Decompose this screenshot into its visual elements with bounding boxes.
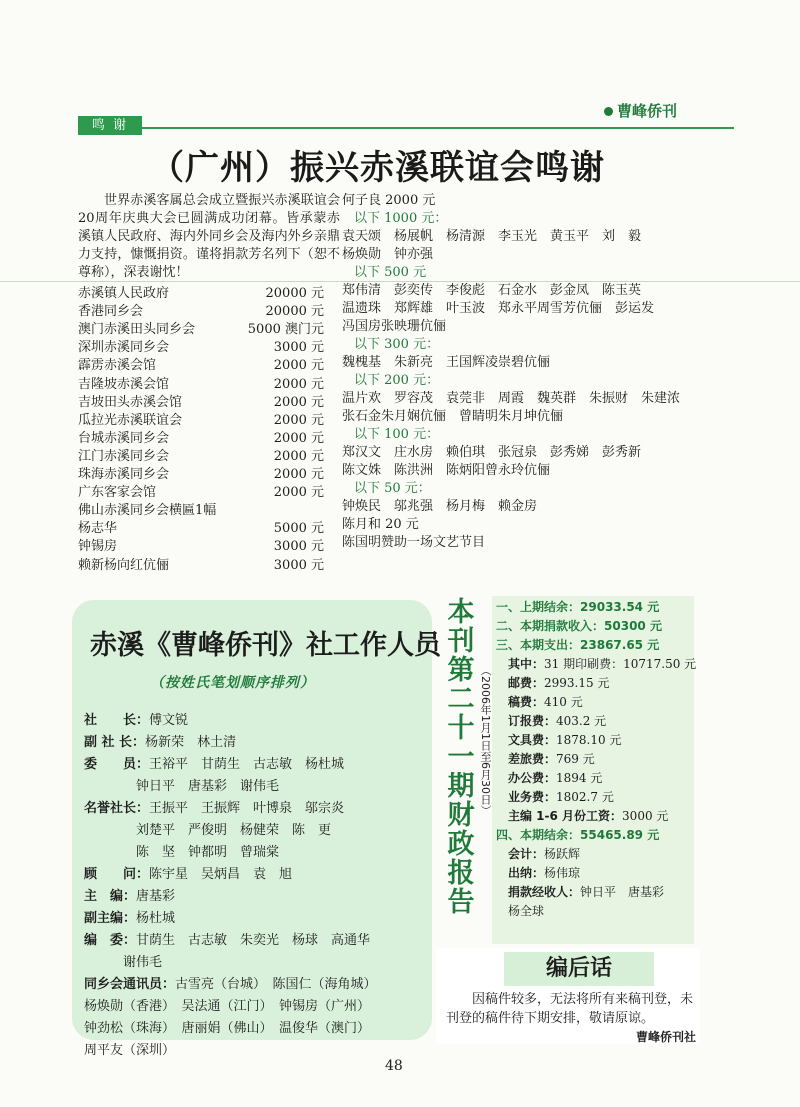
finance-label: 出纳： bbox=[508, 866, 545, 880]
donor-names-line: 郑汉文 庄水房 赖伯琪 张冠泉 彭秀娣 彭秀新 bbox=[342, 445, 642, 460]
finance-title-char: 十 bbox=[447, 713, 475, 744]
finance-value: 2993.15 元 bbox=[544, 676, 610, 690]
amount-group-header: 以下 200 元： bbox=[354, 373, 440, 388]
donor-row bbox=[78, 336, 324, 354]
finance-label: 捐款经收人： bbox=[508, 885, 581, 899]
staff-names: 杨新荣 林土清 bbox=[145, 735, 237, 750]
finance-title-char: 第 bbox=[447, 655, 475, 686]
finance-value: 403.2 元 bbox=[556, 714, 607, 728]
donor-name: 香港同乡会 bbox=[78, 304, 144, 320]
donor-names-line: 魏槐基 朱新亮 王国辉凌崇碧伉俪 bbox=[342, 355, 551, 370]
finance-list bbox=[496, 598, 696, 921]
donor-name: 钟锡房 bbox=[78, 539, 118, 555]
finance-row bbox=[496, 617, 696, 636]
staff-names: 杨杜城 bbox=[136, 911, 176, 926]
staff-role: 社 长： bbox=[84, 713, 150, 728]
donor-row bbox=[78, 282, 324, 300]
finance-label: 其中： bbox=[508, 657, 545, 671]
editor-note-text: 因稿件较多，无法将所有来稿刊登，未刊登的稿件待下期安排，敬请原谅。 bbox=[446, 992, 694, 1026]
finance-label: 三、本期支出： bbox=[496, 638, 581, 652]
amount-group-header: 以下 300 元： bbox=[354, 337, 440, 352]
amount-group-header: 以下 100 元： bbox=[354, 427, 440, 442]
donor-name: 赤溪镇人民政府 bbox=[78, 286, 170, 301]
staff-row bbox=[84, 754, 434, 776]
donor-amount: 2000 元 bbox=[273, 412, 324, 428]
donor-names-line: 温片欢 罗容茂 袁莞非 周霞 魏英群 朱振财 朱建浓 bbox=[342, 391, 681, 406]
finance-row bbox=[496, 845, 696, 864]
donor-amount: 3000 元 bbox=[273, 340, 324, 356]
staff-names: 唐基彩 bbox=[136, 889, 176, 904]
amount-group-header: 以下 50 元： bbox=[354, 481, 431, 496]
staff-names: 周平友（深圳） bbox=[84, 1043, 176, 1058]
staff-role: 委 员： bbox=[84, 757, 150, 772]
staff-row bbox=[84, 820, 434, 842]
finance-title-char: 一 bbox=[447, 742, 475, 773]
donor-name: 赖新杨向红伉俪 bbox=[78, 557, 170, 573]
staff-names: 王裕平 甘荫生 古志敏 杨杜城 bbox=[149, 757, 345, 772]
staff-row bbox=[84, 1018, 434, 1040]
finance-row bbox=[496, 769, 696, 788]
staff-names: 杨焕勋（香港） 吴法通（江门） 钟锡房（广州） bbox=[84, 999, 371, 1014]
donor-names-line: 陈月和 20 元 bbox=[342, 517, 419, 532]
staff-row bbox=[84, 908, 434, 930]
finance-row bbox=[496, 807, 696, 826]
finance-value: 杨跃辉 bbox=[544, 847, 581, 861]
donor-name: 佛山赤溪同乡会横匾1幅 bbox=[78, 503, 217, 519]
donor-amount: 2000 元 bbox=[273, 394, 324, 410]
staff-role: 副 社 长： bbox=[84, 735, 146, 750]
finance-label: 邮费： bbox=[508, 676, 545, 690]
donor-names-line: 冯国房张映珊伉俪 bbox=[342, 319, 447, 334]
finance-row bbox=[496, 693, 696, 712]
donor-names-line: 杨焕勋 钟亦强 bbox=[342, 247, 434, 262]
finance-date-range: （2006年1月1日至6月30日） bbox=[479, 665, 492, 816]
finance-value: 钟日平 唐基彩 bbox=[580, 885, 665, 899]
donor-amount: 2000 元 bbox=[273, 430, 324, 446]
staff-row bbox=[84, 1040, 434, 1062]
staff-role: 同乡会通讯员： bbox=[84, 977, 176, 992]
donor-row bbox=[78, 517, 324, 535]
donor-list-right bbox=[342, 192, 722, 552]
finance-value: 1894 元 bbox=[556, 771, 603, 785]
finance-value: 1802.7 元 bbox=[556, 790, 614, 804]
finance-row bbox=[496, 864, 696, 883]
magazine-label: 曹峰侨刊 bbox=[617, 102, 678, 120]
magazine-name bbox=[604, 100, 677, 121]
donor-amount: 2000 元 bbox=[273, 467, 324, 482]
intro-paragraph: 世界赤溪客属总会成立暨振兴赤溪联谊会20周年庆典大会已圆满成功闭幕。皆承蒙赤溪镇人民政府、海内外同乡会及海内外乡亲鼎力支持，慷慨捐资。谨将捐款芳名列下（恕不尊称），深表谢忱！ bbox=[78, 193, 340, 280]
section-rule bbox=[142, 127, 734, 129]
donor-name: 广东客家会馆 bbox=[78, 485, 157, 501]
staff-title: 赤溪《曹峰侨刊》社工作人员 bbox=[90, 630, 441, 661]
staff-names: 傅文锐 bbox=[149, 713, 189, 728]
finance-value: 31 期印刷费：10717.50 元 bbox=[544, 657, 697, 671]
finance-title-char: 财 bbox=[447, 800, 475, 831]
finance-row bbox=[496, 712, 696, 731]
donor-row bbox=[78, 554, 324, 572]
finance-label: 业务费： bbox=[508, 790, 557, 804]
staff-role: 名誉社长： bbox=[84, 801, 150, 816]
donor-amount: 2000 元 bbox=[273, 485, 324, 501]
finance-label: 差旅费： bbox=[508, 752, 557, 766]
staff-names: 古雪亮（台城） 陈国仁（海角城） bbox=[175, 977, 377, 992]
finance-row bbox=[496, 902, 696, 921]
finance-value: 55465.89 元 bbox=[580, 828, 660, 842]
donor-amount: 20000 元 bbox=[265, 286, 324, 301]
editor-note-signature: 曹峰侨刊社 bbox=[635, 1030, 696, 1044]
finance-label: 四、本期结余： bbox=[496, 828, 581, 842]
finance-title-char: 二 bbox=[447, 684, 475, 715]
staff-names: 谢伟毛 bbox=[84, 955, 163, 970]
finance-title-char: 本 bbox=[447, 597, 475, 628]
staff-role: 主 编： bbox=[84, 889, 137, 904]
staff-row bbox=[84, 996, 434, 1018]
donor-name: 霹雳赤溪会馆 bbox=[78, 358, 157, 374]
finance-title-char: 政 bbox=[447, 829, 475, 860]
finance-label: 二、本期捐款收入： bbox=[496, 619, 605, 633]
finance-title-char: 告 bbox=[447, 887, 475, 918]
donor-amount: 2000 元 bbox=[273, 358, 324, 374]
staff-row bbox=[84, 952, 434, 974]
donor-row bbox=[78, 535, 324, 553]
finance-row bbox=[496, 826, 696, 845]
donor-names-line: 钟焕民 邬兆强 杨月梅 赖金房 bbox=[342, 499, 538, 514]
staff-row bbox=[84, 974, 434, 996]
finance-title-char: 期 bbox=[447, 771, 475, 802]
finance-label: 一、上期结余： bbox=[496, 600, 581, 614]
finance-value: 杨全球 bbox=[508, 904, 545, 918]
finance-label: 文具费： bbox=[508, 733, 557, 747]
finance-value: 3000 元 bbox=[622, 809, 669, 823]
donor-name: 吉隆坡赤溪会馆 bbox=[78, 376, 170, 392]
staff-names: 王振平 王振辉 叶博泉 邬宗炎 bbox=[149, 801, 345, 816]
finance-value: 769 元 bbox=[556, 752, 595, 766]
page-number: 48 bbox=[385, 1058, 403, 1074]
finance-title-char: 刊 bbox=[447, 626, 475, 657]
finance-label: 主编 1-6 月份工资： bbox=[508, 809, 623, 823]
donor-row bbox=[78, 300, 324, 318]
editor-note-title: 编后话 bbox=[504, 952, 654, 986]
donor-amount: 3000 元 bbox=[273, 539, 324, 555]
donor-names-line: 温遗珠 郑辉雄 叶玉波 郑永平周雪芳伉俪 彭运发 bbox=[342, 301, 655, 316]
donor-names-line: 郑伟清 彭奕传 李俊彪 石金水 彭金凤 陈玉英 bbox=[342, 283, 642, 298]
staff-role: 编 委： bbox=[84, 933, 137, 948]
finance-row bbox=[496, 598, 696, 617]
amount-group-header: 以下 1000 元： bbox=[354, 211, 448, 226]
bullet-icon bbox=[604, 107, 613, 116]
donor-row bbox=[78, 445, 324, 463]
donor-row bbox=[78, 481, 324, 499]
staff-list bbox=[84, 710, 434, 1062]
finance-value: 50300 元 bbox=[604, 619, 662, 633]
finance-row bbox=[496, 731, 696, 750]
staff-row bbox=[84, 732, 434, 754]
donor-name: 吉坡田头赤溪会馆 bbox=[78, 394, 183, 410]
donor-names-line: 袁天颂 杨展帆 杨清源 李玉光 黄玉平 刘 毅 bbox=[342, 229, 642, 244]
donor-name: 珠海赤溪同乡会 bbox=[78, 467, 170, 482]
finance-row bbox=[496, 674, 696, 693]
finance-row bbox=[496, 788, 696, 807]
finance-label: 稿费： bbox=[508, 695, 545, 709]
staff-row bbox=[84, 776, 434, 798]
donor-row bbox=[78, 409, 324, 427]
donor-name: 深圳赤溪同乡会 bbox=[78, 340, 170, 356]
finance-value: 23867.65 元 bbox=[580, 638, 660, 652]
finance-value: 杨伟琼 bbox=[544, 866, 581, 880]
finance-label: 订报费： bbox=[508, 714, 557, 728]
page-title: （广州）振兴赤溪联谊会鸣谢 bbox=[150, 148, 605, 188]
staff-subtitle: （按姓氏笔划顺序排列） bbox=[150, 675, 315, 691]
donor-name: 杨志华 bbox=[78, 521, 118, 537]
donor-names-line: 张石金朱月娴伉俪 曾睛明朱月坤伉俪 bbox=[342, 409, 564, 424]
finance-label: 办公费： bbox=[508, 771, 557, 785]
donor-row bbox=[78, 354, 324, 372]
staff-role: 顾 问： bbox=[84, 867, 150, 882]
finance-value: 1878.10 元 bbox=[556, 733, 622, 747]
finance-value: 29033.54 元 bbox=[580, 600, 660, 614]
donor-names-line: 何子良 2000 元 bbox=[342, 193, 436, 208]
staff-names: 陈 坚 钟都明 曾瑞棠 bbox=[84, 845, 280, 860]
amount-group-header: 以下 500 元 bbox=[354, 265, 427, 280]
finance-title-char: 报 bbox=[447, 858, 475, 889]
staff-row bbox=[84, 930, 434, 952]
finance-row bbox=[496, 750, 696, 769]
staff-row bbox=[84, 842, 434, 864]
staff-row bbox=[84, 864, 434, 886]
finance-row bbox=[496, 655, 696, 674]
staff-names: 陈宇星 吴炳昌 袁 旭 bbox=[149, 867, 293, 882]
staff-names: 甘荫生 古志敏 朱奕光 杨球 高通华 bbox=[136, 933, 371, 948]
staff-row bbox=[84, 886, 434, 908]
donor-amount: 2000 元 bbox=[273, 376, 324, 392]
donor-row bbox=[78, 318, 324, 336]
donor-row bbox=[78, 427, 324, 445]
staff-row bbox=[84, 798, 434, 820]
donor-name: 台城赤溪同乡会 bbox=[78, 430, 170, 446]
donor-row bbox=[78, 373, 324, 391]
donor-name: 澳门赤溪田头同乡会 bbox=[78, 322, 196, 338]
staff-names: 钟日平 唐基彩 谢伟毛 bbox=[84, 779, 280, 794]
donor-amount: 5000 元 bbox=[273, 521, 324, 537]
staff-names: 刘楚平 严俊明 杨健荣 陈 更 bbox=[84, 823, 332, 838]
donor-name: 江门赤溪同乡会 bbox=[78, 448, 170, 464]
donor-amount: 2000 元 bbox=[273, 448, 324, 464]
finance-value: 410 元 bbox=[544, 695, 583, 709]
donor-row bbox=[78, 463, 324, 481]
finance-label: 会计： bbox=[508, 847, 545, 861]
donor-amount: 20000 元 bbox=[265, 304, 324, 320]
donor-names-line: 陈国明赞助一场文艺节目 bbox=[342, 535, 486, 550]
donor-row bbox=[78, 391, 324, 409]
staff-role: 副主编： bbox=[84, 911, 137, 926]
finance-row bbox=[496, 636, 696, 655]
donor-amount: 3000 元 bbox=[273, 557, 324, 573]
donor-name: 瓜拉光赤溪联谊会 bbox=[78, 412, 183, 428]
staff-row bbox=[84, 710, 434, 732]
donor-row bbox=[78, 499, 324, 517]
donor-names-line: 陈文姝 陈洪洲 陈炳阳曾永玲伉俪 bbox=[342, 463, 551, 478]
staff-names: 钟劲松（珠海） 唐丽娟（佛山） 温俊华（澳门） bbox=[84, 1021, 371, 1036]
donor-amount: 5000 澳门元 bbox=[247, 322, 324, 338]
section-tag: 鸣 谢 bbox=[78, 116, 142, 135]
finance-row bbox=[496, 883, 696, 902]
